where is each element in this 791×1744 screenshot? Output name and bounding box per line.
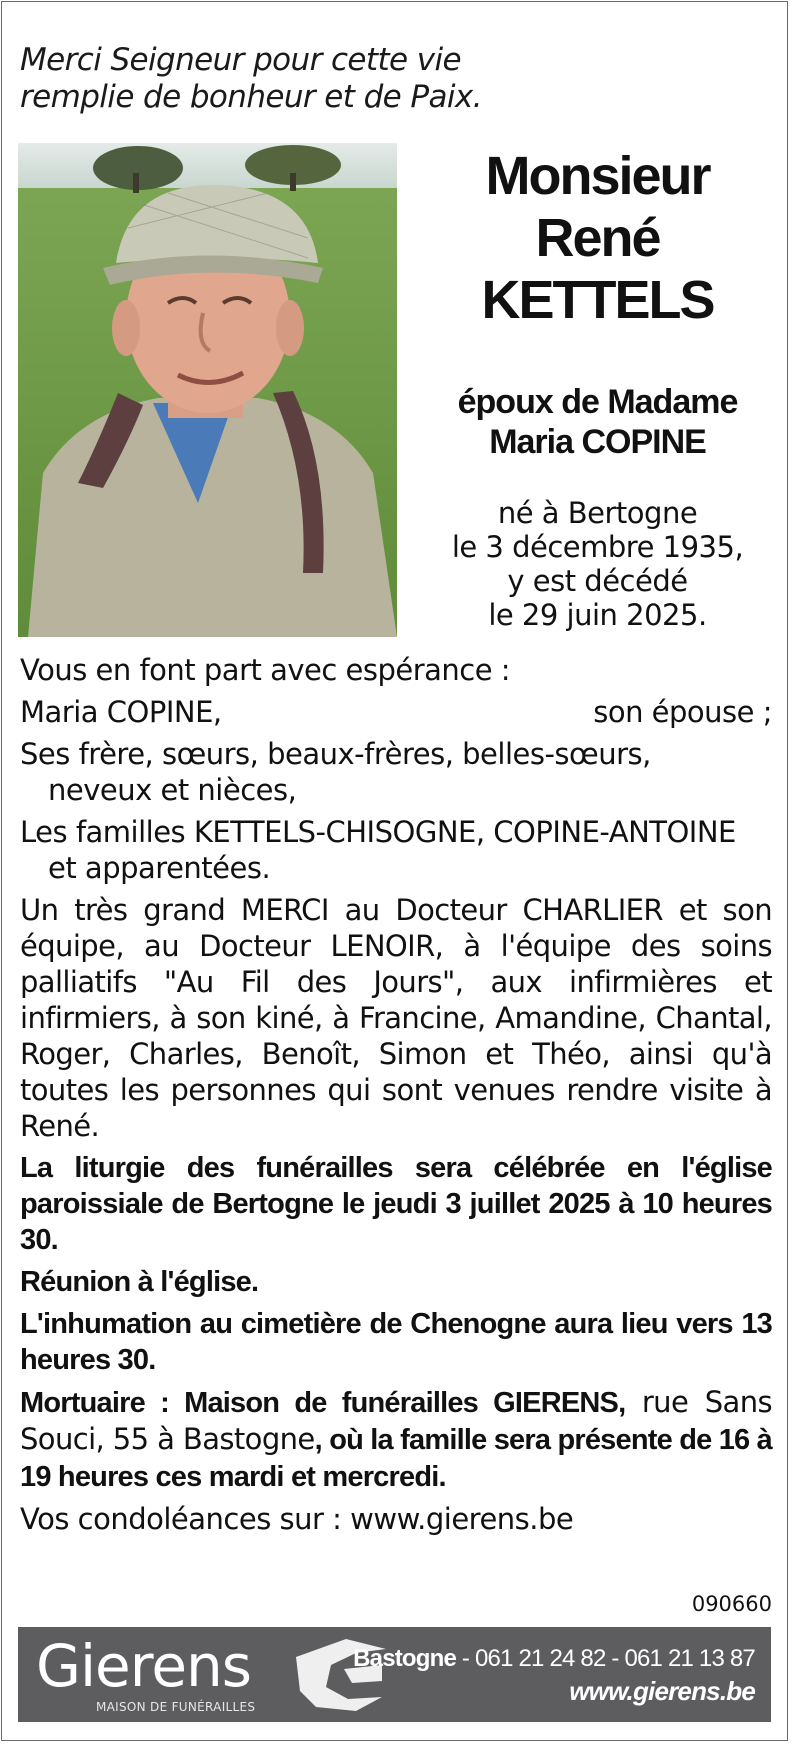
burial-paragraph: L'inhumation au cimetière de Chenogne aura lieu vers 13 heures 30. <box>20 1308 772 1376</box>
deceased-name <box>430 145 765 331</box>
portrait-photo <box>18 143 397 637</box>
logo-wordmark: Gierens <box>36 1632 251 1700</box>
contact-phones: - 061 21 24 82 - 061 21 13 87 <box>456 1645 755 1672</box>
mortuary-part-3: , où la famille sera présente de 16 à 19 heures ces mardi et mercredi. <box>20 1424 772 1493</box>
announce-intro: Vous en font part avec espérance : <box>20 653 511 687</box>
reference-number: 090660 <box>691 1592 772 1616</box>
thanks-paragraph: Un très grand MERCI au Docteur CHARLIER et son équipe, au Docteur LENOIR, à l'équipe des soins palliatifs "Au Fil des Jours", aux infirmières et infirmiers, à son kiné, à Francine, Amandine, Chantal, Roger, Charles, Benoît, Simon et Théo, ainsi qu'à toutes les personnes qui sont venues rendre visite à René. <box>20 893 772 1143</box>
birth-line: y est décédé <box>507 564 688 598</box>
announce-spouse-role: son épouse ; <box>593 695 772 729</box>
name-first: René <box>535 208 660 268</box>
obituary-body <box>20 652 772 1543</box>
name-last: KETTELS <box>481 270 714 330</box>
announce-spouse-name: Maria COPINE, <box>20 695 222 729</box>
meeting-paragraph: Réunion à l'église. <box>20 1266 259 1298</box>
mortuary-part-1: Mortuaire : Maison de funérailles GIERENS, <box>20 1387 626 1419</box>
spouse-line: époux de Madame <box>457 383 738 421</box>
epigraph-line: remplie de bonheur et de Paix. <box>20 79 482 115</box>
portrait-illustration <box>18 143 397 637</box>
announce-families <box>20 814 772 886</box>
logo-subtitle: MAISON DE FUNÉRAILLES <box>96 1700 256 1714</box>
birth-line: né à Bertogne <box>497 496 698 530</box>
epigraph-line: Merci Seigneur pour cette vie <box>20 42 461 78</box>
contact-info <box>353 1643 755 1707</box>
mortuary-paragraph <box>20 1384 772 1495</box>
contact-phone-line <box>353 1643 755 1675</box>
announce-siblings <box>20 736 772 808</box>
name-title: Monsieur <box>485 146 710 206</box>
birth-line: le 29 juin 2025. <box>488 598 707 632</box>
funeral-home-banner <box>18 1627 771 1722</box>
siblings-line-2: neveux et nièces, <box>48 773 297 807</box>
epigraph <box>20 42 620 116</box>
families-line-2: et apparentées. <box>48 851 271 885</box>
siblings-line-1: Ses frère, sœurs, beaux-frères, belles-sœurs, <box>20 737 651 771</box>
spouse-info <box>430 382 765 462</box>
birth-death-info <box>430 496 765 632</box>
birth-line: le 3 décembre 1935, <box>451 530 744 564</box>
contact-website[interactable]: www.gierens.be <box>569 1676 755 1706</box>
contact-place: Bastogne <box>353 1645 457 1672</box>
families-line-1: Les familles KETTELS-CHISOGNE, COPINE-ANTOINE <box>20 815 736 849</box>
condolences-line: Vos condoléances sur : www.gierens.be <box>20 1502 574 1536</box>
spouse-line: Maria COPINE <box>489 423 706 461</box>
announce-spouse <box>20 694 772 730</box>
mortuary-part-2: rue Sans Souci, 55 à Bastogne <box>20 1385 772 1456</box>
liturgy-paragraph: La liturgie des funérailles sera célébrée en l'église paroissiale de Bertogne le jeudi 3 juillet 2025 à 10 heures 30. <box>20 1152 772 1256</box>
